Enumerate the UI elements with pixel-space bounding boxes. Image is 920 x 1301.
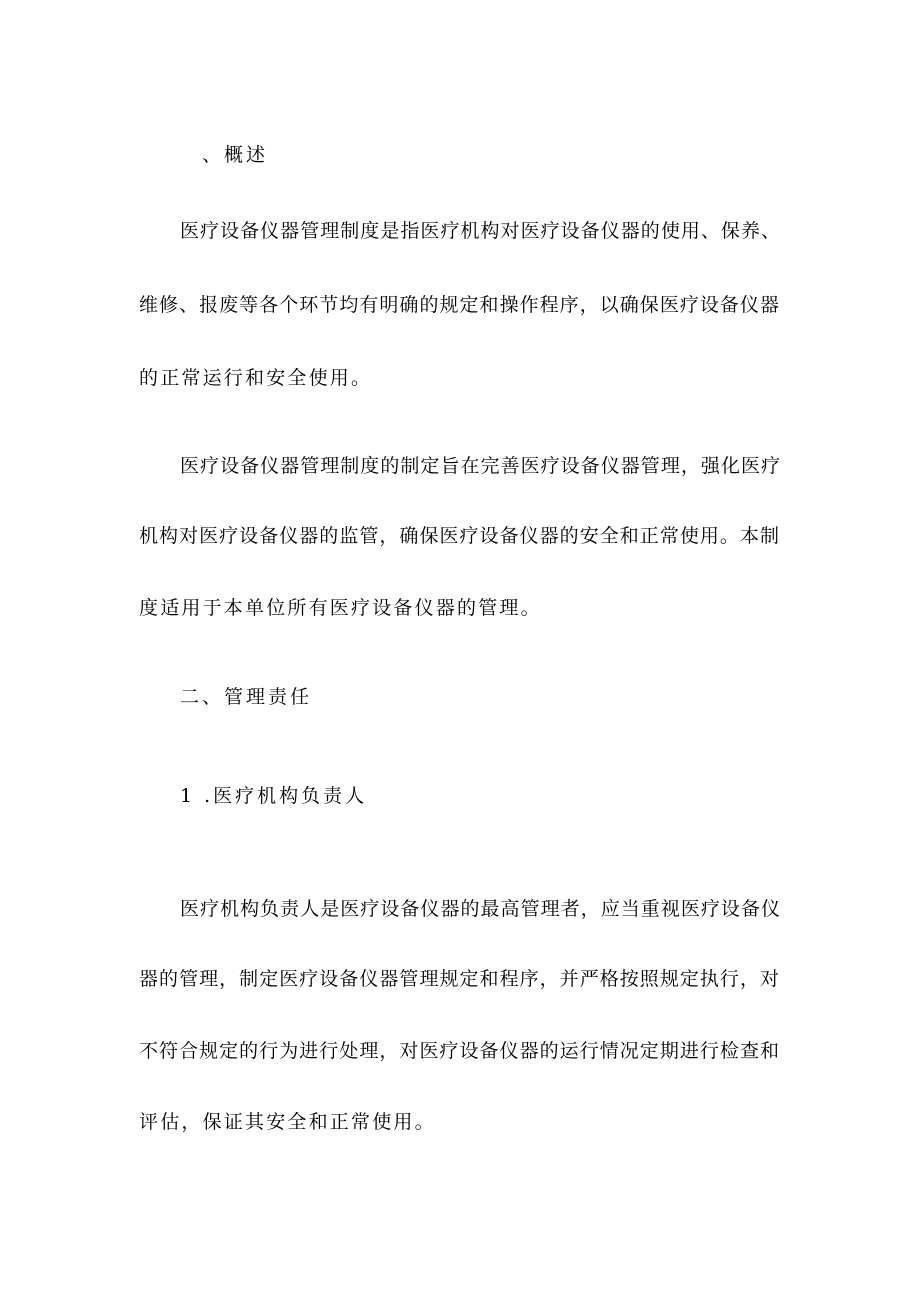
paragraph-3-line-1: 医疗机构负责人是医疗设备仪器的最高管理者，应当重视医疗设备仪 bbox=[180, 898, 780, 920]
paragraph-1-line-2: 维修、报废等各个环节均有明确的规定和操作程序，以确保医疗设备仪器 bbox=[139, 294, 779, 316]
paragraph-2-line-1: 医疗设备仪器管理制度的制定旨在完善医疗设备仪器管理，强化医疗 bbox=[180, 455, 780, 477]
paragraph-2-line-2: 机构对医疗设备仪器的监管，确保医疗设备仪器的安全和正常使用。本制 bbox=[139, 525, 779, 547]
section-heading-responsibility: 二、管理责任 bbox=[180, 686, 313, 708]
paragraph-3-line-3: 不符合规定的行为进行处理，对医疗设备仪器的运行情况定期进行检查和 bbox=[139, 1040, 779, 1062]
paragraph-3-line-4: 评估，保证其安全和正常使用。 bbox=[139, 1111, 436, 1133]
subsection-heading-director: 1 .医疗机构负责人 bbox=[180, 785, 368, 807]
paragraph-1-line-1: 医疗设备仪器管理制度是指医疗机构对医疗设备仪器的使用、保养、 bbox=[180, 220, 780, 242]
paragraph-2-line-3: 度适用于本单位所有医疗设备仪器的管理。 bbox=[139, 597, 542, 619]
paragraph-1-line-3: 的正常运行和安全使用。 bbox=[139, 367, 373, 389]
paragraph-3-line-2: 器的管理，制定医疗设备仪器管理规定和程序，并严格按照规定执行，对 bbox=[139, 968, 779, 990]
section-heading-overview: 、概述 bbox=[202, 144, 269, 166]
